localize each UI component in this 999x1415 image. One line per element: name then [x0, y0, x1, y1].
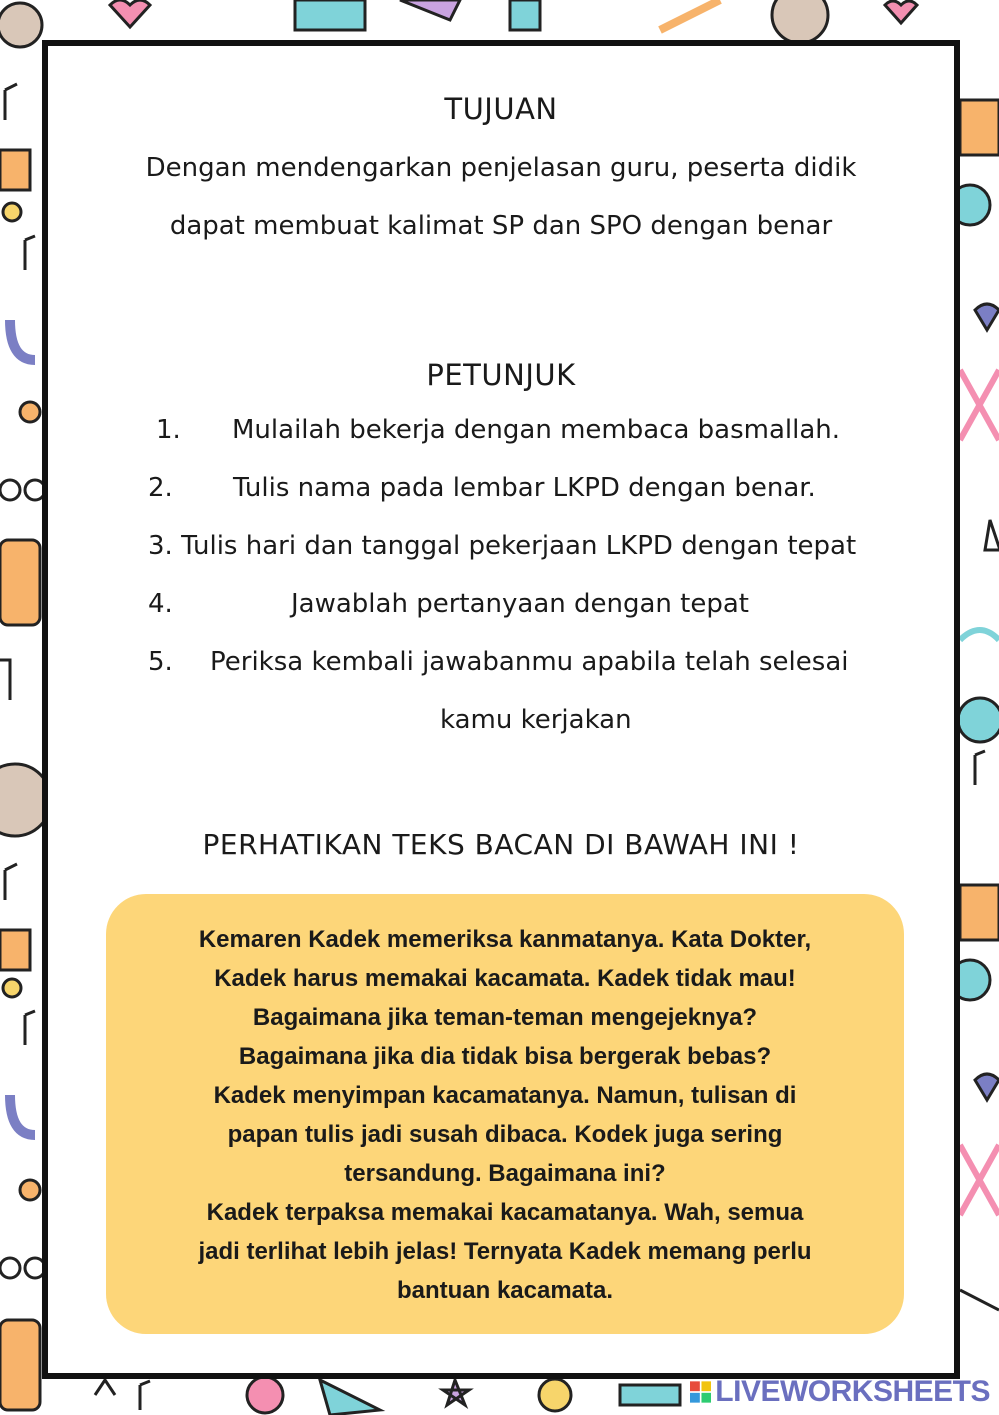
step-4-number: 4.: [148, 589, 173, 619]
reading-line: Kadek harus memakai kacamata. Kadek tidak mau!: [214, 965, 796, 992]
step-4-text: Jawablah pertanyaan dengan tepat: [291, 589, 749, 619]
step-2-text: Tulis nama pada lembar LKPD dengan benar.: [233, 473, 816, 503]
reading-line: papan tulis jadi susah dibaca. Kodek juga sering: [227, 1121, 783, 1148]
step-1-number: 1.: [156, 415, 181, 445]
reading-line: Bagaimana jika teman-teman mengejeknya?: [252, 1004, 758, 1031]
worksheet-page: [42, 40, 960, 1379]
tujuan-heading: TUJUAN: [444, 92, 558, 126]
tujuan-line-2: dapat membuat kalimat SP dan SPO dengan benar: [169, 211, 833, 241]
petunjuk-heading: PETUNJUK: [426, 358, 576, 392]
step-5-text: Periksa kembali jawabanmu apabila telah selesai: [210, 647, 849, 677]
reading-passage: [126, 920, 884, 1310]
reading-line: Bagaimana jika dia tidak bisa bergerak bebas?: [238, 1043, 772, 1070]
liveworksheets-logo-icon: [690, 1379, 711, 1405]
step-3-text: 3. Tulis hari dan tanggal pekerjaan LKPD dengan tepat: [148, 531, 857, 561]
watermark-text: LIVEWORKSHEETS: [715, 1375, 990, 1408]
reading-line: tersandung. Bagaimana ini?: [344, 1160, 666, 1187]
reading-line: Kemaren Kadek memeriksa kanmatanya. Kata Dokter,: [198, 926, 812, 953]
reading-line: Kadek terpaksa memakai kacamatanya. Wah, semua: [206, 1199, 804, 1226]
step-5-number: 5.: [148, 647, 173, 677]
reading-heading: PERHATIKAN TEKS BACAN DI BAWAH INI !: [202, 828, 800, 861]
step-2-number: 2.: [148, 473, 173, 503]
step-1-text: Mulailah bekerja dengan membaca basmallah.: [232, 415, 841, 445]
liveworksheets-watermark: [690, 1372, 990, 1412]
tujuan-line-1: Dengan mendengarkan penjelasan guru, peserta didik: [145, 153, 857, 183]
step-5-continuation: kamu kerjakan: [440, 705, 632, 735]
reading-line: Kadek menyimpan kacamatanya. Namun, tulisan di: [213, 1082, 797, 1109]
reading-text-box: [106, 894, 904, 1334]
reading-line: bantuan kacamata.: [396, 1277, 614, 1304]
reading-line: jadi terlihat lebih jelas! Ternyata Kadek memang perlu: [198, 1238, 812, 1265]
